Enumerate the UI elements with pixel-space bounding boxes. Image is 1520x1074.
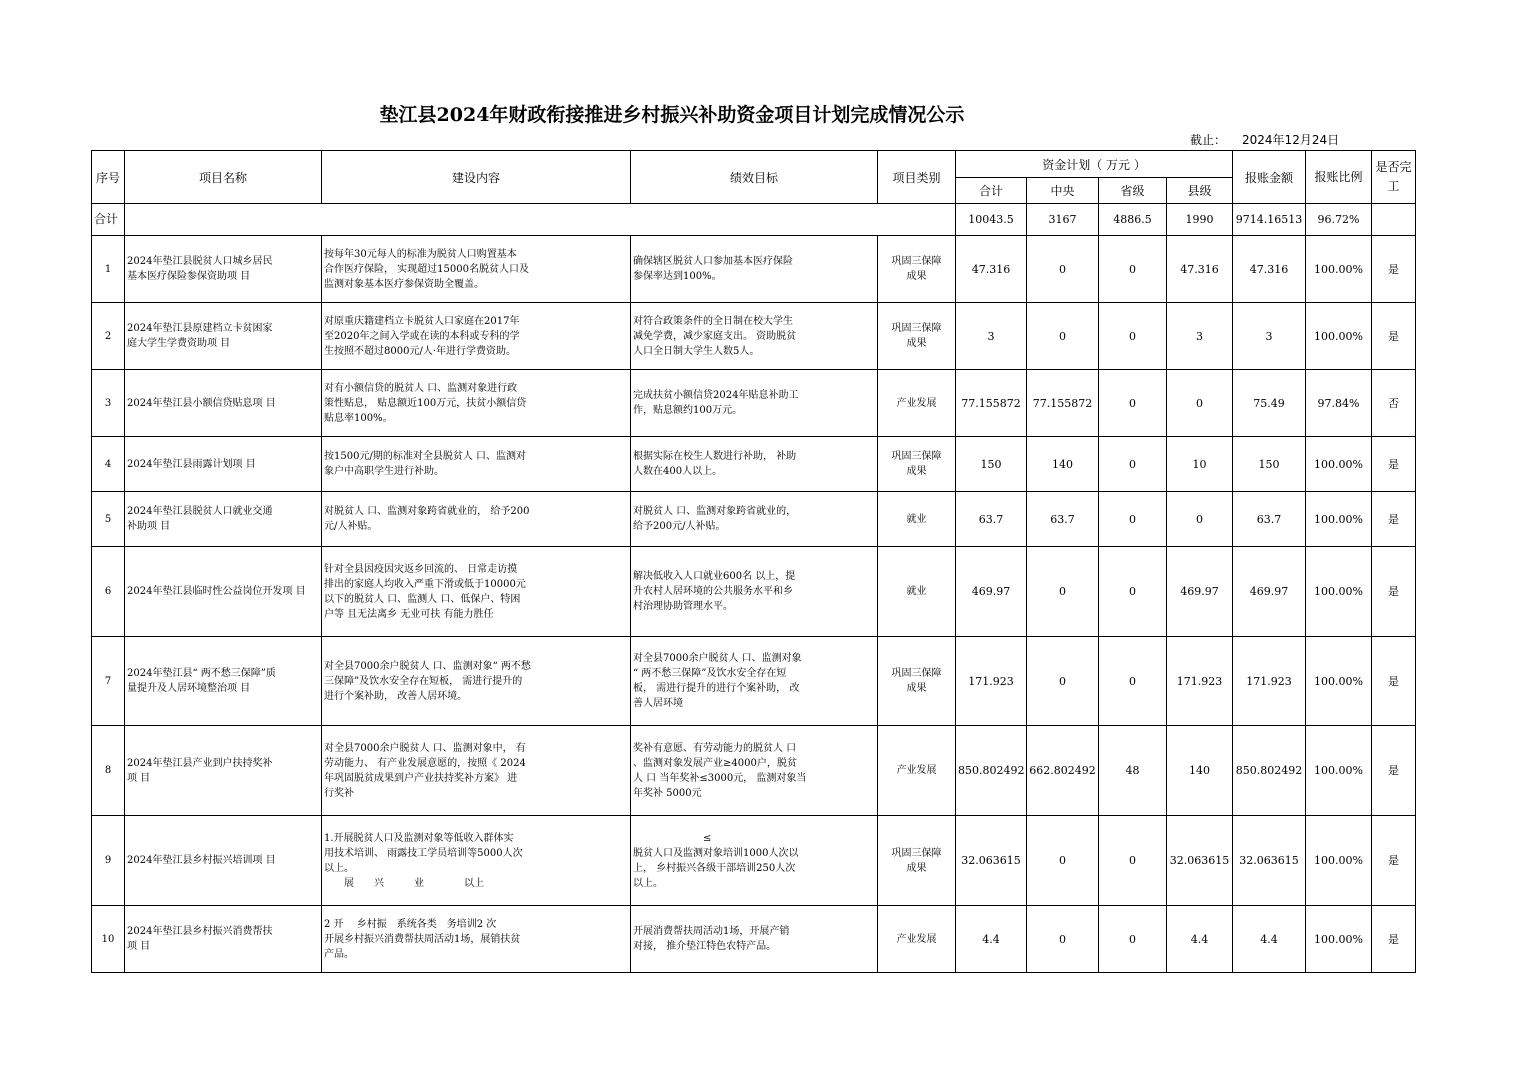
row-ratio: 100.00% — [1306, 726, 1372, 816]
row-category: 产业发展 — [878, 906, 956, 973]
cutoff-value: 2024年12月24日 — [1242, 133, 1340, 147]
row-central: 0 — [1027, 906, 1099, 973]
table-row — [92, 437, 1416, 492]
row-provincial: 0 — [1099, 547, 1167, 637]
row-name: 2024年垫江县乡村振兴消费帮扶 项 目 — [125, 906, 322, 973]
row-provincial: 0 — [1099, 637, 1167, 726]
row-provincial: 0 — [1099, 492, 1167, 547]
row-total: 47.316 — [956, 236, 1027, 303]
row-seq: 4 — [92, 437, 125, 492]
row-goal: 解决低收入人口就业600名 以上，提 升农村人居环境的公共服务水平和乡 村治理协助管理水平。 — [631, 547, 878, 637]
row-goal: 完成扶贫小额信贷2024年贴息补助工 作，贴息额约100万元。 — [631, 370, 878, 437]
project-table — [91, 150, 1416, 973]
cutoff-label: 截止： — [1190, 133, 1227, 147]
row-content: 按每年30元每人的标准为脱贫人口购置基本 合作医疗保险， 实现超过15000名脱贫人口及 监测对象基本医疗参保资助全覆盖。 — [322, 236, 631, 303]
table-row — [92, 637, 1416, 726]
summary-row — [92, 204, 1416, 236]
summary-reimbursed: 9714.16513 — [1233, 204, 1306, 236]
row-county: 3 — [1167, 303, 1233, 370]
row-completed: 是 — [1372, 492, 1416, 547]
row-provincial: 0 — [1099, 303, 1167, 370]
row-provincial: 0 — [1099, 236, 1167, 303]
row-category: 巩固三保障 成果 — [878, 637, 956, 726]
table-row — [92, 816, 1416, 906]
table-row — [92, 726, 1416, 816]
row-name: 2024年垫江县“ 两不愁三保障”质 量提升及人居环境整治项 目 — [125, 637, 322, 726]
row-central: 0 — [1027, 303, 1099, 370]
row-provincial: 0 — [1099, 816, 1167, 906]
row-seq: 5 — [92, 492, 125, 547]
header-provincial: 省级 — [1099, 178, 1167, 204]
row-content: 对有小额信贷的脱贫人 口、监测对象进行政 策性贴息， 贴息额近100万元，扶贫小额信贷 贴息率100%。 — [322, 370, 631, 437]
row-completed: 是 — [1372, 437, 1416, 492]
table-row — [92, 547, 1416, 637]
row-county: 140 — [1167, 726, 1233, 816]
row-county: 0 — [1167, 492, 1233, 547]
row-content: 针对全县因疫因灾返乡回流的、 日常走访摸 排出的家庭人均收入严重下滑或低于10000元 以下的脱贫人 口、监测人 口、低保户、特困 户等 且无法离乡 无业可扶 有能力胜任 — [322, 547, 631, 637]
row-county: 10 — [1167, 437, 1233, 492]
row-seq: 8 — [92, 726, 125, 816]
row-seq: 2 — [92, 303, 125, 370]
row-total: 469.97 — [956, 547, 1027, 637]
row-completed: 是 — [1372, 726, 1416, 816]
row-goal: 对脱贫人 口、监测对象跨省就业的， 给予200元/人补贴。 — [631, 492, 878, 547]
row-reimbursed: 850.802492 — [1233, 726, 1306, 816]
row-ratio: 100.00% — [1306, 816, 1372, 906]
header-seq: 序号 — [92, 151, 125, 204]
row-central: 77.155872 — [1027, 370, 1099, 437]
row-content: 对全县7000余户脱贫人 口、监测对象中， 有 劳动能力、 有产业发展意愿的，按照《 2024 年巩固脱贫成果到户产业扶持奖补方案》 进 行奖补 — [322, 726, 631, 816]
row-central: 140 — [1027, 437, 1099, 492]
row-total: 77.155872 — [956, 370, 1027, 437]
row-category: 就业 — [878, 547, 956, 637]
row-total: 4.4 — [956, 906, 1027, 973]
row-goal: ≤ 脱贫人口及监测对象培训1000人次以 上， 乡村振兴各级干部培训250人次 以上。 — [631, 816, 878, 906]
table-row — [92, 492, 1416, 547]
header-total: 合计 — [956, 178, 1027, 204]
row-seq: 3 — [92, 370, 125, 437]
row-central: 0 — [1027, 816, 1099, 906]
header-name: 项目名称 — [125, 151, 322, 204]
row-goal: 对全县7000余户脱贫人 口、监测对象 “ 两不愁三保障”及饮水安全存在短 板， 需进行提升的进行个案补助， 改 善人居环境 — [631, 637, 878, 726]
table-row — [92, 303, 1416, 370]
row-reimbursed: 3 — [1233, 303, 1306, 370]
summary-blank — [125, 204, 956, 236]
row-content: 对全县7000余户脱贫人 口、监测对象“ 两不愁 三保障”及饮水安全存在短板， 需进行提升的 进行个案补助， 改善人居环境。 — [322, 637, 631, 726]
row-category: 产业发展 — [878, 370, 956, 437]
header-category: 项目类别 — [878, 151, 956, 204]
row-goal: 开展消费帮扶周活动1场，开展产销 对接， 推介垫江特色农特产品。 — [631, 906, 878, 973]
row-completed: 是 — [1372, 236, 1416, 303]
row-completed: 是 — [1372, 906, 1416, 973]
page-title: 垫江县2024年财政衔接推进乡村振兴补助资金项目计划完成情况公示 — [379, 104, 965, 126]
row-reimbursed: 150 — [1233, 437, 1306, 492]
row-seq: 6 — [92, 547, 125, 637]
row-completed: 是 — [1372, 816, 1416, 906]
row-total: 32.063615 — [956, 816, 1027, 906]
header-ratio: 报账比例 — [1306, 151, 1372, 204]
row-name: 2024年垫江县小额信贷贴息项 目 — [125, 370, 322, 437]
cutoff-date — [1190, 131, 1339, 148]
row-ratio: 100.00% — [1306, 492, 1372, 547]
row-reimbursed: 171.923 — [1233, 637, 1306, 726]
row-name: 2024年垫江县产业到户扶持奖补 项 目 — [125, 726, 322, 816]
summary-completed — [1372, 204, 1416, 236]
row-central: 0 — [1027, 236, 1099, 303]
row-provincial: 0 — [1099, 437, 1167, 492]
row-total: 171.923 — [956, 637, 1027, 726]
table-row — [92, 370, 1416, 437]
row-content: 2 开 乡村振 系统各类 务培训2 次 开展乡村振兴消费帮扶周活动1场，展销扶贫 产品。 — [322, 906, 631, 973]
row-reimbursed: 4.4 — [1233, 906, 1306, 973]
row-ratio: 100.00% — [1306, 547, 1372, 637]
row-name: 2024年垫江县脱贫人口就业交通 补助项 目 — [125, 492, 322, 547]
row-county: 4.4 — [1167, 906, 1233, 973]
header-central: 中央 — [1027, 178, 1099, 204]
header-completed: 是否完工 — [1372, 151, 1416, 204]
row-ratio: 100.00% — [1306, 303, 1372, 370]
table-row — [92, 236, 1416, 303]
row-category: 巩固三保障 成果 — [878, 236, 956, 303]
row-central: 0 — [1027, 637, 1099, 726]
summary-central: 3167 — [1027, 204, 1099, 236]
summary-provincial: 4886.5 — [1099, 204, 1167, 236]
row-reimbursed: 75.49 — [1233, 370, 1306, 437]
row-completed: 是 — [1372, 637, 1416, 726]
row-central: 662.802492 — [1027, 726, 1099, 816]
row-seq: 10 — [92, 906, 125, 973]
row-ratio: 100.00% — [1306, 637, 1372, 726]
row-ratio: 97.84% — [1306, 370, 1372, 437]
row-central: 0 — [1027, 547, 1099, 637]
row-goal: 对符合政策条件的全日制在校大学生 减免学费，减少家庭支出。 资助脱贫 人口全日制大学生人数5人。 — [631, 303, 878, 370]
row-completed: 否 — [1372, 370, 1416, 437]
row-content: 对脱贫人 口、监测对象跨省就业的， 给予200 元/人补贴。 — [322, 492, 631, 547]
row-goal: 根据实际在校生人数进行补助， 补助 人数在400人以上。 — [631, 437, 878, 492]
row-ratio: 100.00% — [1306, 906, 1372, 973]
row-central: 63.7 — [1027, 492, 1099, 547]
header-fund-plan: 资金计划（ 万元 ） — [956, 151, 1233, 178]
row-content: 对原重庆籍建档立卡脱贫人口家庭在2017年 至2020年之间入学或在读的本科或专科的学 生按照不超过8000元/人·年进行学费资助。 — [322, 303, 631, 370]
row-total: 150 — [956, 437, 1027, 492]
row-county: 0 — [1167, 370, 1233, 437]
row-total: 3 — [956, 303, 1027, 370]
row-total: 63.7 — [956, 492, 1027, 547]
row-reimbursed: 32.063615 — [1233, 816, 1306, 906]
row-name: 2024年垫江县脱贫人口城乡居民 基本医疗保险参保资助项 目 — [125, 236, 322, 303]
row-provincial: 48 — [1099, 726, 1167, 816]
row-provincial: 0 — [1099, 906, 1167, 973]
header-goal: 绩效目标 — [631, 151, 878, 204]
row-goal: 奖补有意愿、有劳动能力的脱贫人 口 、监测对象发展产业≥4000户，脱贫 人 口 当年奖补≤3000元， 监测对象当 年奖补 5000元 — [631, 726, 878, 816]
table-row — [92, 906, 1416, 973]
row-content: 1.开展脱贫人口及监测对象等低收入群体实 用技术培训、 雨露技工学员培训等5000人次 以上。 展 兴 业 以上 — [322, 816, 631, 906]
row-county: 469.97 — [1167, 547, 1233, 637]
header-reimbursed: 报账金额 — [1233, 151, 1306, 204]
row-reimbursed: 469.97 — [1233, 547, 1306, 637]
row-completed: 是 — [1372, 303, 1416, 370]
summary-total: 10043.5 — [956, 204, 1027, 236]
header-content: 建设内容 — [322, 151, 631, 204]
row-provincial: 0 — [1099, 370, 1167, 437]
row-name: 2024年垫江县雨露计划项 目 — [125, 437, 322, 492]
row-county: 171.923 — [1167, 637, 1233, 726]
row-county: 32.063615 — [1167, 816, 1233, 906]
summary-label: 合计 — [92, 204, 125, 236]
row-name: 2024年垫江县原建档立卡贫困家 庭大学生学费资助项 目 — [125, 303, 322, 370]
row-ratio: 100.00% — [1306, 236, 1372, 303]
summary-ratio: 96.72% — [1306, 204, 1372, 236]
row-reimbursed: 47.316 — [1233, 236, 1306, 303]
row-category: 就业 — [878, 492, 956, 547]
summary-county: 1990 — [1167, 204, 1233, 236]
row-completed: 是 — [1372, 547, 1416, 637]
row-content: 按1500元/期的标准对全县脱贫人 口、监测对 象户中高职学生进行补助。 — [322, 437, 631, 492]
row-county: 47.316 — [1167, 236, 1233, 303]
row-ratio: 100.00% — [1306, 437, 1372, 492]
row-goal: 确保辖区脱贫人口参加基本医疗保险 参保率达到100%。 — [631, 236, 878, 303]
row-seq: 9 — [92, 816, 125, 906]
row-seq: 7 — [92, 637, 125, 726]
row-name: 2024年垫江县乡村振兴培训项 目 — [125, 816, 322, 906]
row-category: 巩固三保障 成果 — [878, 303, 956, 370]
row-category: 巩固三保障 成果 — [878, 437, 956, 492]
row-seq: 1 — [92, 236, 125, 303]
row-total: 850.802492 — [956, 726, 1027, 816]
row-reimbursed: 63.7 — [1233, 492, 1306, 547]
row-name: 2024年垫江县临时性公益岗位开发项 目 — [125, 547, 322, 637]
row-category: 巩固三保障 成果 — [878, 816, 956, 906]
header-county: 县级 — [1167, 178, 1233, 204]
row-category: 产业发展 — [878, 726, 956, 816]
